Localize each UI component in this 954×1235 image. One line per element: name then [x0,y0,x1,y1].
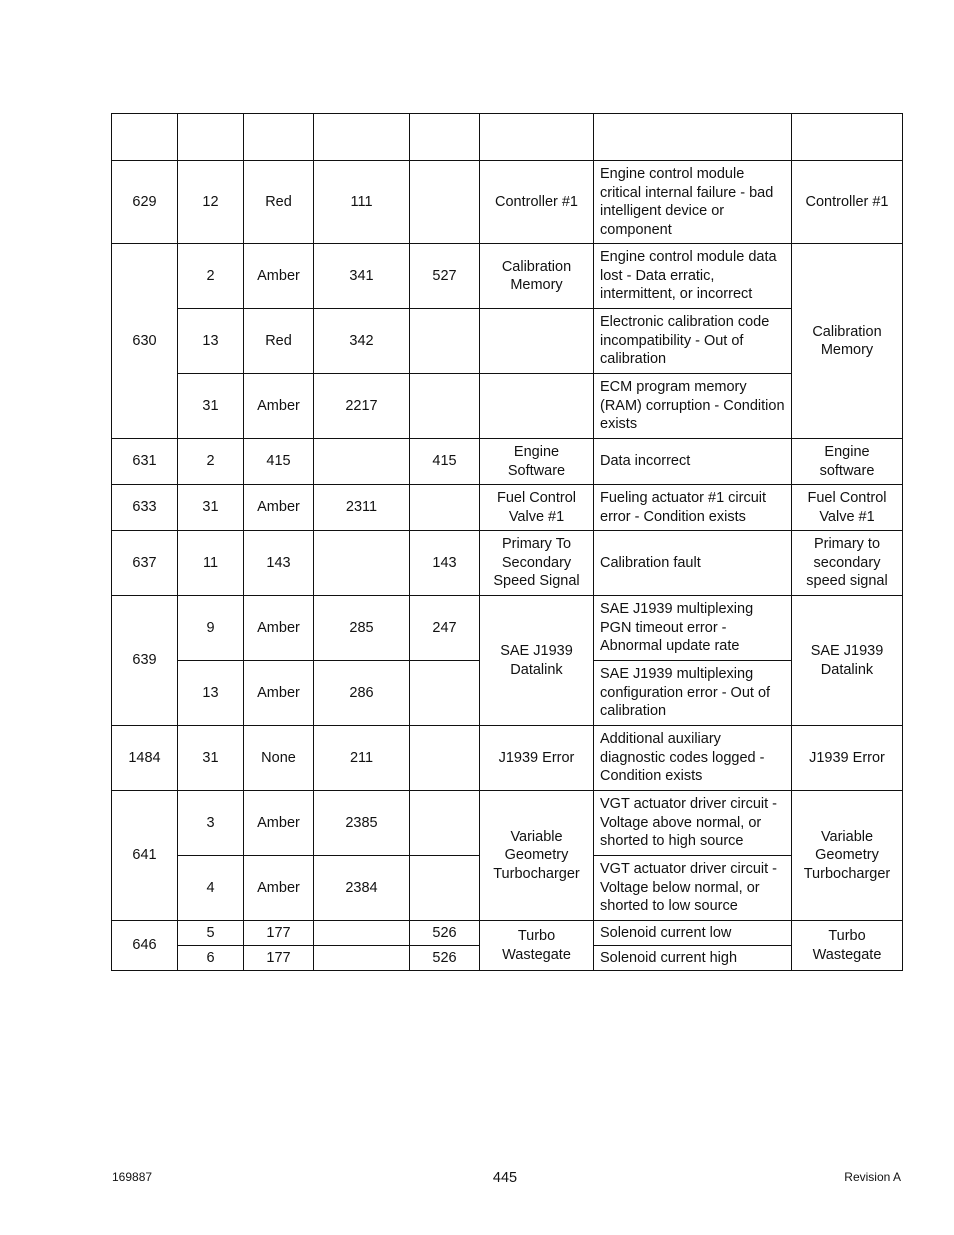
description-cell: Fueling actuator #1 circuit error - Condition exists [594,485,792,531]
spn-cell: 629 [112,161,178,244]
fmi-cell: 13 [178,661,244,726]
code-cell: 2385 [314,791,410,856]
code-cell: 342 [314,309,410,374]
component-cell: SAE J1939 Datalink [480,596,594,726]
fmi-cell: 31 [178,485,244,531]
component-cell: Controller #1 [480,161,594,244]
code-cell [410,791,480,856]
code-cell [314,946,410,971]
system-cell: Primary to secondary speed signal [792,531,903,596]
code-cell: 341 [314,244,410,309]
code-cell: 2217 [314,374,410,439]
page-number: 445 [492,1170,518,1186]
table-row [112,531,903,596]
header-cell [178,114,244,161]
description-cell: Engine control module critical internal failure - bad intelligent device or component [594,161,792,244]
fault-code-table [111,113,903,971]
table-row [112,161,903,244]
component-cell [480,374,594,439]
code-cell [410,726,480,791]
system-cell: Turbo Wastegate [792,921,903,971]
document-number: 169887 [112,1170,153,1184]
lamp-cell: 143 [244,531,314,596]
table-row [112,309,903,374]
header-cell [792,114,903,161]
lamp-cell: Amber [244,596,314,661]
description-cell: VGT actuator driver circuit - Voltage above normal, or shorted to high source [594,791,792,856]
component-cell: J1939 Error [480,726,594,791]
spn-cell: 637 [112,531,178,596]
component-cell: Calibration Memory [480,244,594,309]
table-row [112,596,903,661]
description-cell: Engine control module data lost - Data erratic, intermittent, or incorrect [594,244,792,309]
description-cell: Calibration fault [594,531,792,596]
fmi-cell: 2 [178,244,244,309]
spn-cell: 1484 [112,726,178,791]
fmi-cell: 9 [178,596,244,661]
description-cell: Additional auxiliary diagnostic codes logged - Condition exists [594,726,792,791]
spn-cell: 630 [112,244,178,439]
header-cell [480,114,594,161]
description-cell: Data incorrect [594,439,792,485]
table-row [112,374,903,439]
description-cell: SAE J1939 multiplexing configuration error - Out of calibration [594,661,792,726]
component-cell: Engine Software [480,439,594,485]
lamp-cell: Amber [244,374,314,439]
fmi-cell: 3 [178,791,244,856]
lamp-cell: None [244,726,314,791]
code-cell [410,309,480,374]
code-cell: 2384 [314,856,410,921]
component-cell: Variable Geometry Turbocharger [480,791,594,921]
header-cell [244,114,314,161]
component-cell [480,309,594,374]
lamp-cell: 177 [244,921,314,946]
table-row [112,439,903,485]
revision-label: Revision A [844,1170,901,1184]
code-cell [314,921,410,946]
fmi-cell: 31 [178,374,244,439]
code-cell [410,161,480,244]
header-cell [112,114,178,161]
fmi-cell: 6 [178,946,244,971]
lamp-cell: 177 [244,946,314,971]
code-cell: 143 [410,531,480,596]
description-cell: Solenoid current high [594,946,792,971]
code-cell [410,661,480,726]
system-cell: SAE J1939 Datalink [792,596,903,726]
code-cell: 285 [314,596,410,661]
header-cell [314,114,410,161]
system-cell: Calibration Memory [792,244,903,439]
table-row [112,726,903,791]
code-cell: 526 [410,946,480,971]
component-cell: Fuel Control Valve #1 [480,485,594,531]
description-cell: SAE J1939 multiplexing PGN timeout error - Abnormal update rate [594,596,792,661]
code-cell [314,531,410,596]
code-cell: 415 [410,439,480,485]
fmi-cell: 12 [178,161,244,244]
code-cell: 111 [314,161,410,244]
system-cell: Fuel Control Valve #1 [792,485,903,531]
spn-cell: 633 [112,485,178,531]
code-cell: 526 [410,921,480,946]
header-cell [594,114,792,161]
code-cell: 2311 [314,485,410,531]
code-cell [410,856,480,921]
code-cell [314,439,410,485]
code-cell [410,485,480,531]
fmi-cell: 11 [178,531,244,596]
fmi-cell: 2 [178,439,244,485]
code-cell: 247 [410,596,480,661]
description-cell: ECM program memory (RAM) corruption - Condition exists [594,374,792,439]
code-cell [410,374,480,439]
table-row [112,921,903,946]
lamp-cell: Amber [244,856,314,921]
system-cell: Controller #1 [792,161,903,244]
fmi-cell: 13 [178,309,244,374]
system-cell: Engine software [792,439,903,485]
lamp-cell: Amber [244,661,314,726]
lamp-cell: Red [244,161,314,244]
spn-cell: 641 [112,791,178,921]
lamp-cell: Amber [244,485,314,531]
lamp-cell: Amber [244,244,314,309]
code-cell: 286 [314,661,410,726]
component-cell: Primary To Secondary Speed Signal [480,531,594,596]
lamp-cell: 415 [244,439,314,485]
table-header-row [112,114,903,161]
table-row [112,244,903,309]
code-cell: 527 [410,244,480,309]
lamp-cell: Red [244,309,314,374]
fmi-cell: 31 [178,726,244,791]
description-cell: VGT actuator driver circuit - Voltage below normal, or shorted to low source [594,856,792,921]
spn-cell: 646 [112,921,178,971]
component-cell: Turbo Wastegate [480,921,594,971]
system-cell: J1939 Error [792,726,903,791]
table-row [112,485,903,531]
description-cell: Electronic calibration code incompatibility - Out of calibration [594,309,792,374]
system-cell: Variable Geometry Turbocharger [792,791,903,921]
spn-cell: 639 [112,596,178,726]
code-cell: 211 [314,726,410,791]
table-row [112,791,903,856]
spn-cell: 631 [112,439,178,485]
lamp-cell: Amber [244,791,314,856]
header-cell [410,114,480,161]
fmi-cell: 5 [178,921,244,946]
fmi-cell: 4 [178,856,244,921]
description-cell: Solenoid current low [594,921,792,946]
